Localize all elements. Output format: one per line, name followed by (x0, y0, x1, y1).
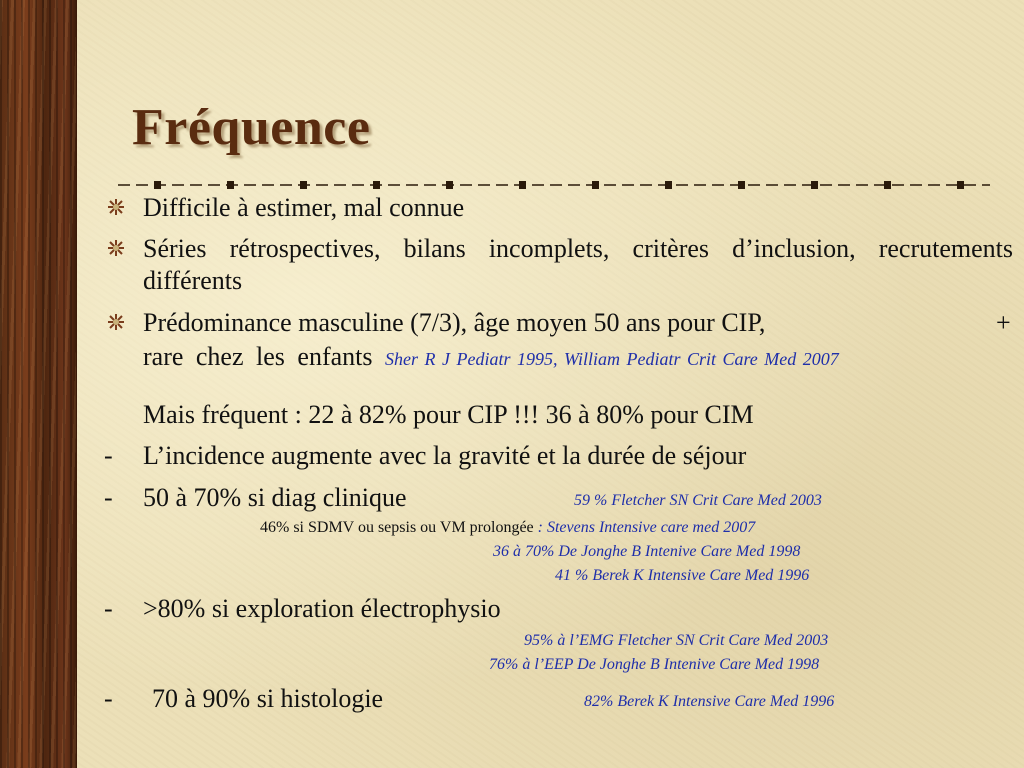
wood-border (0, 0, 77, 768)
divider-dot (884, 181, 891, 189)
dejonghe-reference: 36 à 70% De Jonghe B Intenive Care Med 1998 (493, 543, 801, 560)
emg-reference: 95% à l’EMG Fletcher SN Crit Care Med 2003 (524, 632, 829, 649)
bullet-3-plus: + (996, 308, 1011, 337)
divider-dot (738, 181, 745, 189)
bullet-3-reference: Sher R J Pediatr 1995, William Pediatr Crit Care Med 2007 (384, 349, 839, 369)
dash-item-1-text: L’incidence augmente avec la gravité et la durée de séjour (143, 441, 747, 470)
dash-marker: - (104, 483, 113, 512)
eep-reference: 76% à l’EEP De Jonghe B Intenive Care Med 1998 (489, 656, 820, 673)
divider-dot (227, 181, 234, 189)
bullet-3-line2-text: rare chez les enfants (143, 342, 373, 371)
dash-item-3-text: >80% si exploration électrophysio (143, 594, 501, 623)
divider-dot (300, 181, 307, 189)
star-burst-icon (108, 240, 124, 256)
bullet-3-line2 (143, 341, 839, 375)
slide-title: Fréquence (132, 99, 371, 156)
divider-dot (665, 181, 672, 189)
star-burst-icon (108, 199, 124, 215)
dash-marker: - (104, 441, 113, 470)
sdmv-reference: : Stevens Intensive care med 2007 (537, 519, 756, 536)
sdmv-line (260, 518, 755, 538)
dash-marker: - (104, 684, 113, 713)
berek-reference: 41 % Berek K Intensive Care Med 1996 (555, 567, 810, 584)
dash-dot-divider (118, 178, 990, 192)
mais-frequent-text: Mais fréquent : 22 à 82% pour CIP !!! 36 à 80% pour CIM (143, 400, 754, 429)
dash-marker: - (104, 594, 113, 623)
dash-item-4-reference: 82% Berek K Intensive Care Med 1996 (584, 693, 835, 710)
bullet-3-line1: Prédominance masculine (7/3), âge moyen 50 ans pour CIP, (143, 308, 766, 337)
divider-dot (957, 181, 964, 189)
divider-dot (446, 181, 453, 189)
divider-dot (373, 181, 380, 189)
dash-item-2-text: 50 à 70% si diag clinique (143, 483, 407, 512)
dash-item-4-text: 70 à 90% si histologie (152, 684, 384, 713)
divider-dot (811, 181, 818, 189)
divider-dot (592, 181, 599, 189)
star-burst-icon (108, 314, 124, 330)
divider-dot (154, 181, 161, 189)
divider-dot (519, 181, 526, 189)
sdmv-text: 46% si SDMV ou sepsis ou VM prolongée (260, 519, 538, 536)
dash-item-2-reference: 59 % Fletcher SN Crit Care Med 2003 (574, 492, 822, 509)
bullet-2-text: Séries rétrospectives, bilans incomplets, critères d’inclusion, recrutements différents (143, 234, 1013, 295)
bullet-1-text: Difficile à estimer, mal connue (143, 193, 465, 222)
